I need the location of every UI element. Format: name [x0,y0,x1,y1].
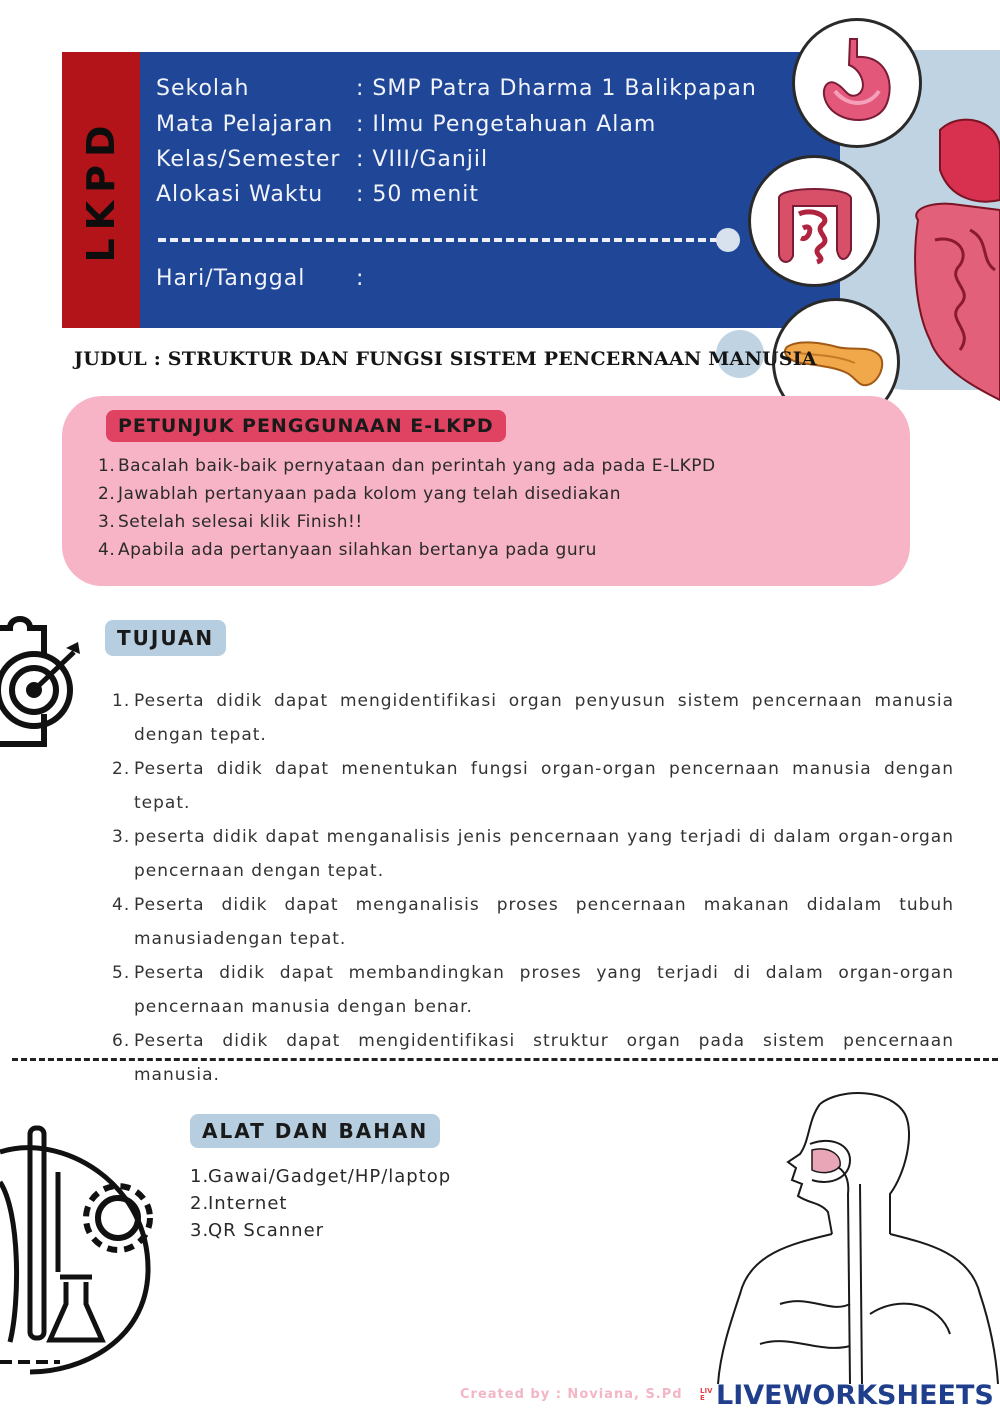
header-value: : Ilmu Pengetahuan Alam [356,112,657,137]
intestine-icon [751,158,877,284]
instructions-list [98,452,716,564]
header-value: : SMP Patra Dharma 1 Balikpapan [356,76,757,101]
header-label: Kelas/Semester [156,147,341,172]
instructions-box [62,396,910,586]
header-row-time [156,182,479,207]
liveworksheets-logo [700,1378,994,1412]
header-row-date [156,266,364,291]
stomach-circle [792,18,922,148]
digestive-system-icon [900,110,1000,410]
science-tools-icon [0,1122,160,1382]
header-label: Mata Pelajaran [156,112,334,137]
list-item: 1. Peserta didik dapat mengidentifikasi organ penyusun sistem pencernaan manusia dengan tepat. [112,691,954,745]
lkpd-badge [62,52,140,328]
target-clipboard-icon [0,604,86,750]
list-item: 3.QR Scanner [190,1220,325,1241]
lkpd-badge-text: LKPD [79,117,123,263]
list-item: 4. Apabila ada pertanyaan silahkan bertanya pada guru [98,540,597,560]
header-value: : 50 menit [356,182,480,207]
header-value: : [356,266,365,291]
header-row-school [156,76,757,101]
header-row-class [156,147,488,172]
list-item: 5. Peserta didik dapat membandingkan proses yang terjadi di dalam organ-organ pencernaan manusia dengan benar. [112,963,954,1017]
intestine-circle [748,155,880,287]
credit-text: Created by : Noviana, S.Pd [460,1387,683,1402]
header-label: Hari/Tanggal [156,266,306,291]
header-row-subject [156,112,656,137]
tools-heading: ALAT DAN BAHAN [190,1114,440,1148]
human-digestive-illustration [700,1084,1000,1384]
list-item: 3. peserta didik dapat menganalisis jenis pencernaan yang terjadi di dalam organ-organ pencernaan dengan tepat. [112,827,954,881]
logo-text: LIVEWORKSHEETS [716,1379,994,1411]
list-item: 1.Gawai/Gadget/HP/laptop [190,1166,452,1187]
header-divider-dot [716,228,740,252]
header-divider [158,238,718,242]
instructions-heading: PETUNJUK PENGGUNAAN E-LKPD [106,410,506,442]
list-item: 6. Peserta didik dapat mengidentifikasi struktur organ pada sistem pencernaan manusia. [112,1031,954,1085]
list-item: 2.Internet [190,1193,288,1214]
objectives-list [112,684,954,1092]
header-label: Alokasi Waktu [156,182,324,207]
objectives-heading: TUJUAN [105,620,226,656]
page-title: JUDUL : STRUKTUR DAN FUNGSI SISTEM PENCERNAAN MANUSIA [74,348,817,370]
list-item: 3. Setelah selesai klik Finish!! [98,512,363,532]
list-item: 2. Jawablah pertanyaan pada kolom yang telah disediakan [98,484,621,504]
header-info-panel [140,52,840,328]
stomach-icon [795,21,919,145]
list-item: 4. Peserta didik dapat menganalisis proses pencernaan makanan didalam tubuh manusiadengan tepat. [112,895,954,949]
list-item: 1. Bacalah baik-baik pernyataan dan perintah yang ada pada E-LKPD [98,456,716,476]
list-item: 2. Peserta didik dapat menentukan fungsi organ-organ pencernaan manusia dengan tepat. [112,759,954,813]
section-divider [12,1058,998,1061]
header-value: : VIII/Ganjil [356,147,489,172]
logo-small-text: LIVE [700,1387,713,1402]
header-label: Sekolah [156,76,250,101]
tools-list [190,1163,451,1244]
